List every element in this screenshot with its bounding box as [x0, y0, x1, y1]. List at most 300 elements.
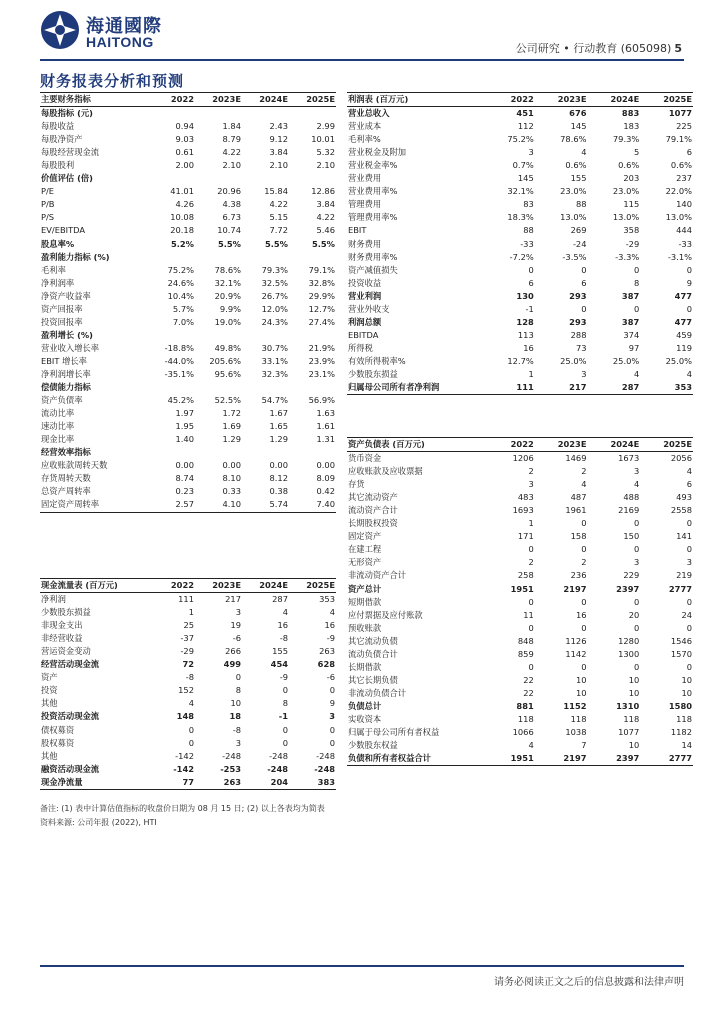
value-cell: 454: [270, 659, 288, 670]
value-cell: 387: [621, 290, 640, 301]
value-cell: 0: [581, 596, 587, 607]
value-cell: 113: [517, 329, 534, 340]
value-cell: 171: [517, 531, 534, 542]
value-cell: 859: [517, 648, 534, 659]
row-label: 资产减值损失: [348, 264, 398, 275]
value-cell: 4: [633, 479, 640, 490]
value-cell: 1.40: [175, 434, 194, 445]
value-cell: 183: [623, 121, 640, 132]
value-cell: 79.1%: [665, 134, 692, 145]
value-cell: 225: [676, 121, 692, 132]
value-cell: 19.0%: [214, 316, 241, 327]
value-cell: 79.1%: [308, 264, 335, 275]
value-cell: 1077: [618, 727, 640, 738]
value-cell: 15.84: [264, 186, 288, 197]
value-cell: 145: [570, 121, 587, 132]
table-row: [347, 465, 693, 478]
value-cell: 19: [230, 620, 241, 631]
column-header: 2025E: [306, 580, 335, 590]
value-cell: 1.29: [222, 434, 241, 445]
value-cell: 1152: [563, 700, 587, 711]
value-cell: 0.6%: [670, 160, 692, 171]
value-cell: 4.22: [316, 212, 335, 223]
value-cell: 477: [674, 290, 692, 301]
row-label: 营业成本: [348, 121, 382, 132]
value-cell: [242, 381, 289, 394]
row-label: 固定资产: [348, 531, 382, 542]
value-cell: 25.0%: [665, 355, 692, 366]
value-cell: 2: [581, 557, 587, 568]
value-cell: 22: [523, 687, 534, 698]
report-header: [516, 40, 682, 56]
row-label: 其他: [41, 750, 58, 761]
value-cell: 2558: [670, 505, 692, 516]
table-row: [40, 420, 336, 433]
value-cell: 7: [581, 740, 587, 751]
value-cell: 1077: [668, 108, 692, 119]
value-cell: 22.0%: [665, 186, 692, 197]
value-cell: 4: [528, 740, 534, 751]
value-cell: [195, 446, 242, 459]
table-row: [40, 776, 336, 790]
value-cell: [242, 172, 289, 185]
value-cell: 203: [623, 173, 640, 184]
value-cell: -33: [678, 238, 692, 249]
value-cell: -248: [267, 763, 288, 774]
value-cell: [289, 381, 336, 394]
value-cell: 32.1%: [507, 186, 534, 197]
row-label: 预收账款: [348, 622, 382, 633]
value-cell: 883: [621, 108, 640, 119]
value-cell: 0: [633, 544, 640, 555]
value-cell: 4: [686, 466, 692, 477]
haitong-logo: [40, 10, 200, 52]
table-row: [347, 224, 693, 237]
value-cell: 0: [581, 622, 587, 633]
value-cell: 9: [686, 277, 692, 288]
table-row: [347, 381, 693, 395]
value-cell: 4: [686, 368, 692, 379]
value-cell: 16: [277, 620, 288, 631]
value-cell: 2: [528, 466, 534, 477]
value-cell: 118: [676, 713, 692, 724]
row-label: 管理费用: [348, 199, 382, 210]
value-cell: 4.38: [222, 199, 241, 210]
value-cell: 0: [528, 622, 534, 633]
table-row: [347, 316, 693, 329]
row-label: 毛利率: [41, 264, 66, 275]
table-row: [347, 185, 693, 198]
value-cell: 5.5%: [217, 238, 241, 249]
value-cell: 1570: [670, 648, 692, 659]
value-cell: 10: [575, 687, 587, 698]
table-row: [40, 737, 336, 750]
row-label: 归属于母公司所有者权益: [348, 727, 440, 738]
value-cell: 2777: [668, 753, 692, 764]
table-row: [347, 355, 693, 368]
row-label: 现金净流量: [41, 776, 83, 787]
row-label: 总资产周转率: [41, 486, 91, 497]
value-cell: 0: [686, 303, 692, 314]
value-cell: [148, 172, 195, 185]
table-row: [347, 198, 693, 211]
value-cell: -9: [326, 633, 335, 644]
row-label: 货币资金: [348, 453, 382, 464]
table-row: [40, 342, 336, 355]
value-cell: 4.22: [269, 199, 288, 210]
value-cell: 5.7%: [172, 303, 194, 314]
value-cell: 288: [570, 329, 587, 340]
value-cell: 353: [319, 594, 335, 605]
value-cell: 387: [621, 316, 640, 327]
row-label: 盈利能力指标 (%): [41, 251, 110, 262]
table-row: [40, 658, 336, 671]
value-cell: 1300: [618, 648, 640, 659]
table-row: [347, 211, 693, 224]
row-label: 利润总额: [348, 316, 382, 327]
value-cell: 0: [686, 518, 692, 529]
column-header: 2025E: [663, 94, 692, 104]
value-cell: 358: [623, 225, 640, 236]
row-label: 应收账款及应收票据: [348, 466, 423, 477]
value-cell: 0: [686, 264, 692, 275]
value-cell: -7.2%: [509, 251, 534, 262]
row-label: 非流动资产合计: [348, 570, 407, 581]
row-label: 每股经营现金流: [41, 147, 100, 158]
row-label: 经营效率指标: [41, 447, 91, 458]
value-cell: 79.3%: [612, 134, 640, 145]
value-cell: -3.1%: [667, 251, 692, 262]
row-label: 短期借款: [348, 596, 382, 607]
row-label: 财务费用: [348, 238, 382, 249]
table-row: [40, 316, 336, 329]
table-row: [40, 433, 336, 446]
value-cell: 1961: [565, 505, 587, 516]
value-cell: 0: [581, 518, 587, 529]
row-label: 存货: [348, 479, 365, 490]
table-row: [40, 498, 336, 512]
value-cell: 1546: [670, 635, 692, 646]
value-cell: 5: [633, 147, 640, 158]
value-cell: 112: [517, 121, 534, 132]
value-cell: 158: [570, 531, 587, 542]
table-row: [347, 569, 693, 582]
value-cell: 848: [517, 635, 534, 646]
value-cell: 6: [581, 277, 587, 288]
row-label: P/B: [41, 199, 55, 210]
value-cell: [289, 107, 336, 121]
row-label: 非经营收益: [41, 633, 83, 644]
row-label: 应收账款周转天数: [41, 460, 108, 471]
value-cell: 451: [516, 108, 534, 119]
value-cell: 52.5%: [214, 395, 241, 406]
value-cell: 145: [517, 173, 534, 184]
balance-sheet-table: [347, 437, 693, 766]
value-cell: 1.31: [316, 434, 335, 445]
value-cell: 7.72: [269, 225, 288, 236]
value-cell: 1182: [670, 727, 692, 738]
row-label: 毛利率%: [348, 134, 381, 145]
row-label: 所得税: [348, 342, 373, 353]
table-row: [40, 381, 336, 394]
value-cell: 3: [528, 147, 534, 158]
value-cell: 2: [581, 466, 587, 477]
value-cell: 4: [282, 607, 288, 618]
value-cell: 23.0%: [560, 186, 587, 197]
value-cell: 293: [569, 290, 587, 301]
column-header: 2024E: [610, 439, 640, 449]
value-cell: [148, 329, 195, 342]
value-cell: [195, 107, 242, 121]
row-label: 投资活动现金流: [41, 711, 100, 722]
value-cell: 258: [517, 570, 534, 581]
table-row: [347, 635, 693, 648]
value-cell: -29: [625, 238, 640, 249]
table-row: [40, 684, 336, 697]
value-cell: 6: [686, 147, 692, 158]
table-row: [40, 107, 336, 121]
table-row: [40, 472, 336, 485]
value-cell: 10: [628, 740, 640, 751]
value-cell: -29: [180, 646, 194, 657]
table-row: [40, 606, 336, 619]
table-row: [40, 710, 336, 723]
table-row: [40, 750, 336, 763]
table-note: 备注: (1) 表中计算估值指标的收盘价日期为 08 月 15 日; (2) 以上各表均为简表: [40, 804, 325, 813]
value-cell: -9: [279, 672, 288, 683]
value-cell: 0: [633, 622, 640, 633]
value-cell: 0: [686, 661, 692, 672]
value-cell: -253: [220, 763, 241, 774]
value-cell: 269: [570, 225, 587, 236]
value-cell: 10.74: [217, 225, 241, 236]
value-cell: -6: [232, 633, 241, 644]
table-row: [347, 107, 693, 121]
value-cell: 6.73: [222, 212, 241, 223]
row-label: 负债和所有者权益合计: [348, 753, 431, 764]
table-row: [40, 211, 336, 224]
table-row: [347, 504, 693, 517]
value-cell: 10: [628, 674, 640, 685]
row-label: 无形资产: [348, 557, 382, 568]
row-label: 非流动负债合计: [348, 687, 407, 698]
value-cell: 25: [183, 620, 194, 631]
row-label: 营业总收入: [348, 108, 390, 119]
table-row: [40, 394, 336, 407]
value-cell: 0: [581, 661, 587, 672]
value-cell: 1.84: [222, 121, 241, 132]
table-row: [40, 763, 336, 776]
value-cell: 8: [235, 685, 241, 696]
table-header-row: [347, 438, 693, 452]
value-cell: 79.3%: [261, 264, 288, 275]
value-cell: 1.69: [222, 421, 241, 432]
row-label: 经营活动现金流: [41, 659, 100, 670]
value-cell: 130: [516, 290, 534, 301]
value-cell: 217: [569, 382, 587, 393]
value-cell: [289, 251, 336, 264]
row-label: 价值评估 (倍): [41, 173, 93, 184]
column-header: 2022: [170, 94, 194, 104]
column-header: 2022: [170, 580, 194, 590]
value-cell: 11: [523, 609, 534, 620]
row-label: 管理费用率%: [348, 212, 398, 223]
row-label: 净利润率: [41, 277, 75, 288]
table-row: [40, 485, 336, 498]
row-label: 有效所得税率%: [348, 355, 406, 366]
value-cell: 7.40: [316, 499, 335, 510]
row-label: 营业费用率%: [348, 186, 398, 197]
table-row: [40, 238, 336, 251]
logo-chinese-text: 海通國際: [86, 16, 162, 37]
value-cell: 16: [575, 609, 587, 620]
value-cell: 0: [329, 685, 335, 696]
value-cell: 75.2%: [167, 264, 194, 275]
value-cell: 24: [681, 609, 692, 620]
value-cell: 4: [581, 147, 587, 158]
value-cell: 229: [623, 570, 640, 581]
value-cell: 32.5%: [261, 277, 288, 288]
row-label: 现金比率: [41, 434, 75, 445]
table-row: [347, 556, 693, 569]
value-cell: 1038: [565, 727, 587, 738]
value-cell: 1693: [512, 505, 534, 516]
table-row: [347, 478, 693, 491]
value-cell: 88: [523, 225, 534, 236]
row-label: 长期股权投资: [348, 518, 398, 529]
value-cell: [242, 446, 289, 459]
value-cell: 4.22: [222, 147, 241, 158]
value-cell: 12.7%: [308, 303, 335, 314]
value-cell: 24.6%: [167, 277, 194, 288]
value-cell: 0: [528, 661, 534, 672]
row-label: 在建工程: [348, 544, 382, 555]
table-row: [347, 146, 693, 159]
value-cell: 155: [272, 646, 288, 657]
row-label: 营业利润: [348, 290, 382, 301]
table-row: [40, 459, 336, 472]
row-label: 营业税金率%: [348, 160, 398, 171]
value-cell: 10: [575, 674, 587, 685]
table-row: [347, 517, 693, 530]
value-cell: 0: [686, 544, 692, 555]
value-cell: 0: [282, 737, 288, 748]
value-cell: 4: [329, 607, 335, 618]
value-cell: [242, 329, 289, 342]
value-cell: 0: [686, 622, 692, 633]
row-label: 营业收入增长率: [41, 342, 100, 353]
value-cell: 1206: [512, 453, 534, 464]
value-cell: 2.57: [175, 499, 194, 510]
row-label: 股息率%: [41, 238, 75, 249]
value-cell: 1.72: [222, 408, 241, 419]
table-row: [347, 251, 693, 264]
table-title-cell: 利润表 (百万元): [348, 94, 409, 104]
value-cell: 0.00: [175, 460, 194, 471]
value-cell: 1: [188, 607, 194, 618]
value-cell: 0.33: [222, 486, 241, 497]
value-cell: -248: [316, 750, 335, 761]
row-label: 每股收益: [41, 121, 75, 132]
value-cell: 444: [676, 225, 692, 236]
value-cell: 10: [681, 687, 692, 698]
table-row: [347, 491, 693, 504]
row-label: 盈利增长 (%): [41, 329, 93, 340]
column-header: 2022: [510, 439, 534, 449]
row-label: EBITDA: [348, 329, 379, 340]
value-cell: 26.7%: [261, 290, 288, 301]
value-cell: -6: [326, 672, 335, 683]
value-cell: 0: [282, 724, 288, 735]
row-label: EBIT 增长率: [41, 355, 87, 366]
table-row: [347, 726, 693, 739]
value-cell: 488: [623, 492, 640, 503]
cash-flow-table: [40, 578, 336, 790]
value-cell: 54.7%: [261, 395, 288, 406]
value-cell: 0.38: [269, 486, 288, 497]
row-label: 其他: [41, 698, 58, 709]
value-cell: -248: [314, 763, 335, 774]
value-cell: 3: [235, 607, 241, 618]
table-row: [347, 583, 693, 596]
value-cell: 2397: [616, 753, 640, 764]
value-cell: 1580: [668, 700, 692, 711]
value-cell: 0.6%: [618, 160, 640, 171]
value-cell: 140: [676, 199, 692, 210]
value-cell: -44.0%: [164, 355, 194, 366]
row-label: 营业外收支: [348, 303, 390, 314]
value-cell: 83: [523, 199, 534, 210]
value-cell: 2397: [616, 583, 640, 594]
value-cell: 3: [633, 557, 640, 568]
value-cell: 5.74: [269, 499, 288, 510]
value-cell: 4.26: [175, 199, 194, 210]
row-label: 偿债能力指标: [41, 382, 91, 393]
value-cell: 263: [319, 646, 335, 657]
value-cell: 1066: [512, 727, 534, 738]
value-cell: -248: [269, 750, 288, 761]
value-cell: [242, 107, 289, 121]
table-header-row: [40, 93, 336, 107]
column-header: 2022: [510, 94, 534, 104]
table-row: [347, 342, 693, 355]
value-cell: 0.23: [175, 486, 194, 497]
value-cell: 0: [528, 544, 534, 555]
value-cell: 0.00: [316, 460, 335, 471]
value-cell: -1: [525, 303, 534, 314]
value-cell: 10.08: [170, 212, 194, 223]
table-row: [347, 159, 693, 172]
value-cell: 1951: [510, 753, 534, 764]
row-label: 少数股东损益: [41, 607, 91, 618]
table-row: [347, 674, 693, 687]
row-label: 归属母公司所有者净利润: [348, 382, 440, 393]
row-label: 营业税金及附加: [348, 147, 407, 158]
value-cell: 20: [628, 609, 640, 620]
value-cell: -8: [185, 672, 194, 683]
table-row: [40, 264, 336, 277]
value-cell: 1: [528, 518, 534, 529]
row-label: 少数股东权益: [348, 740, 398, 751]
row-label: P/E: [41, 186, 55, 197]
value-cell: 459: [676, 329, 692, 340]
value-cell: 1951: [510, 583, 534, 594]
value-cell: 20.96: [217, 186, 241, 197]
table-row: [347, 264, 693, 277]
row-label: 流动比率: [41, 408, 75, 419]
row-label: 流动负债合计: [348, 648, 398, 659]
value-cell: 10: [681, 674, 692, 685]
